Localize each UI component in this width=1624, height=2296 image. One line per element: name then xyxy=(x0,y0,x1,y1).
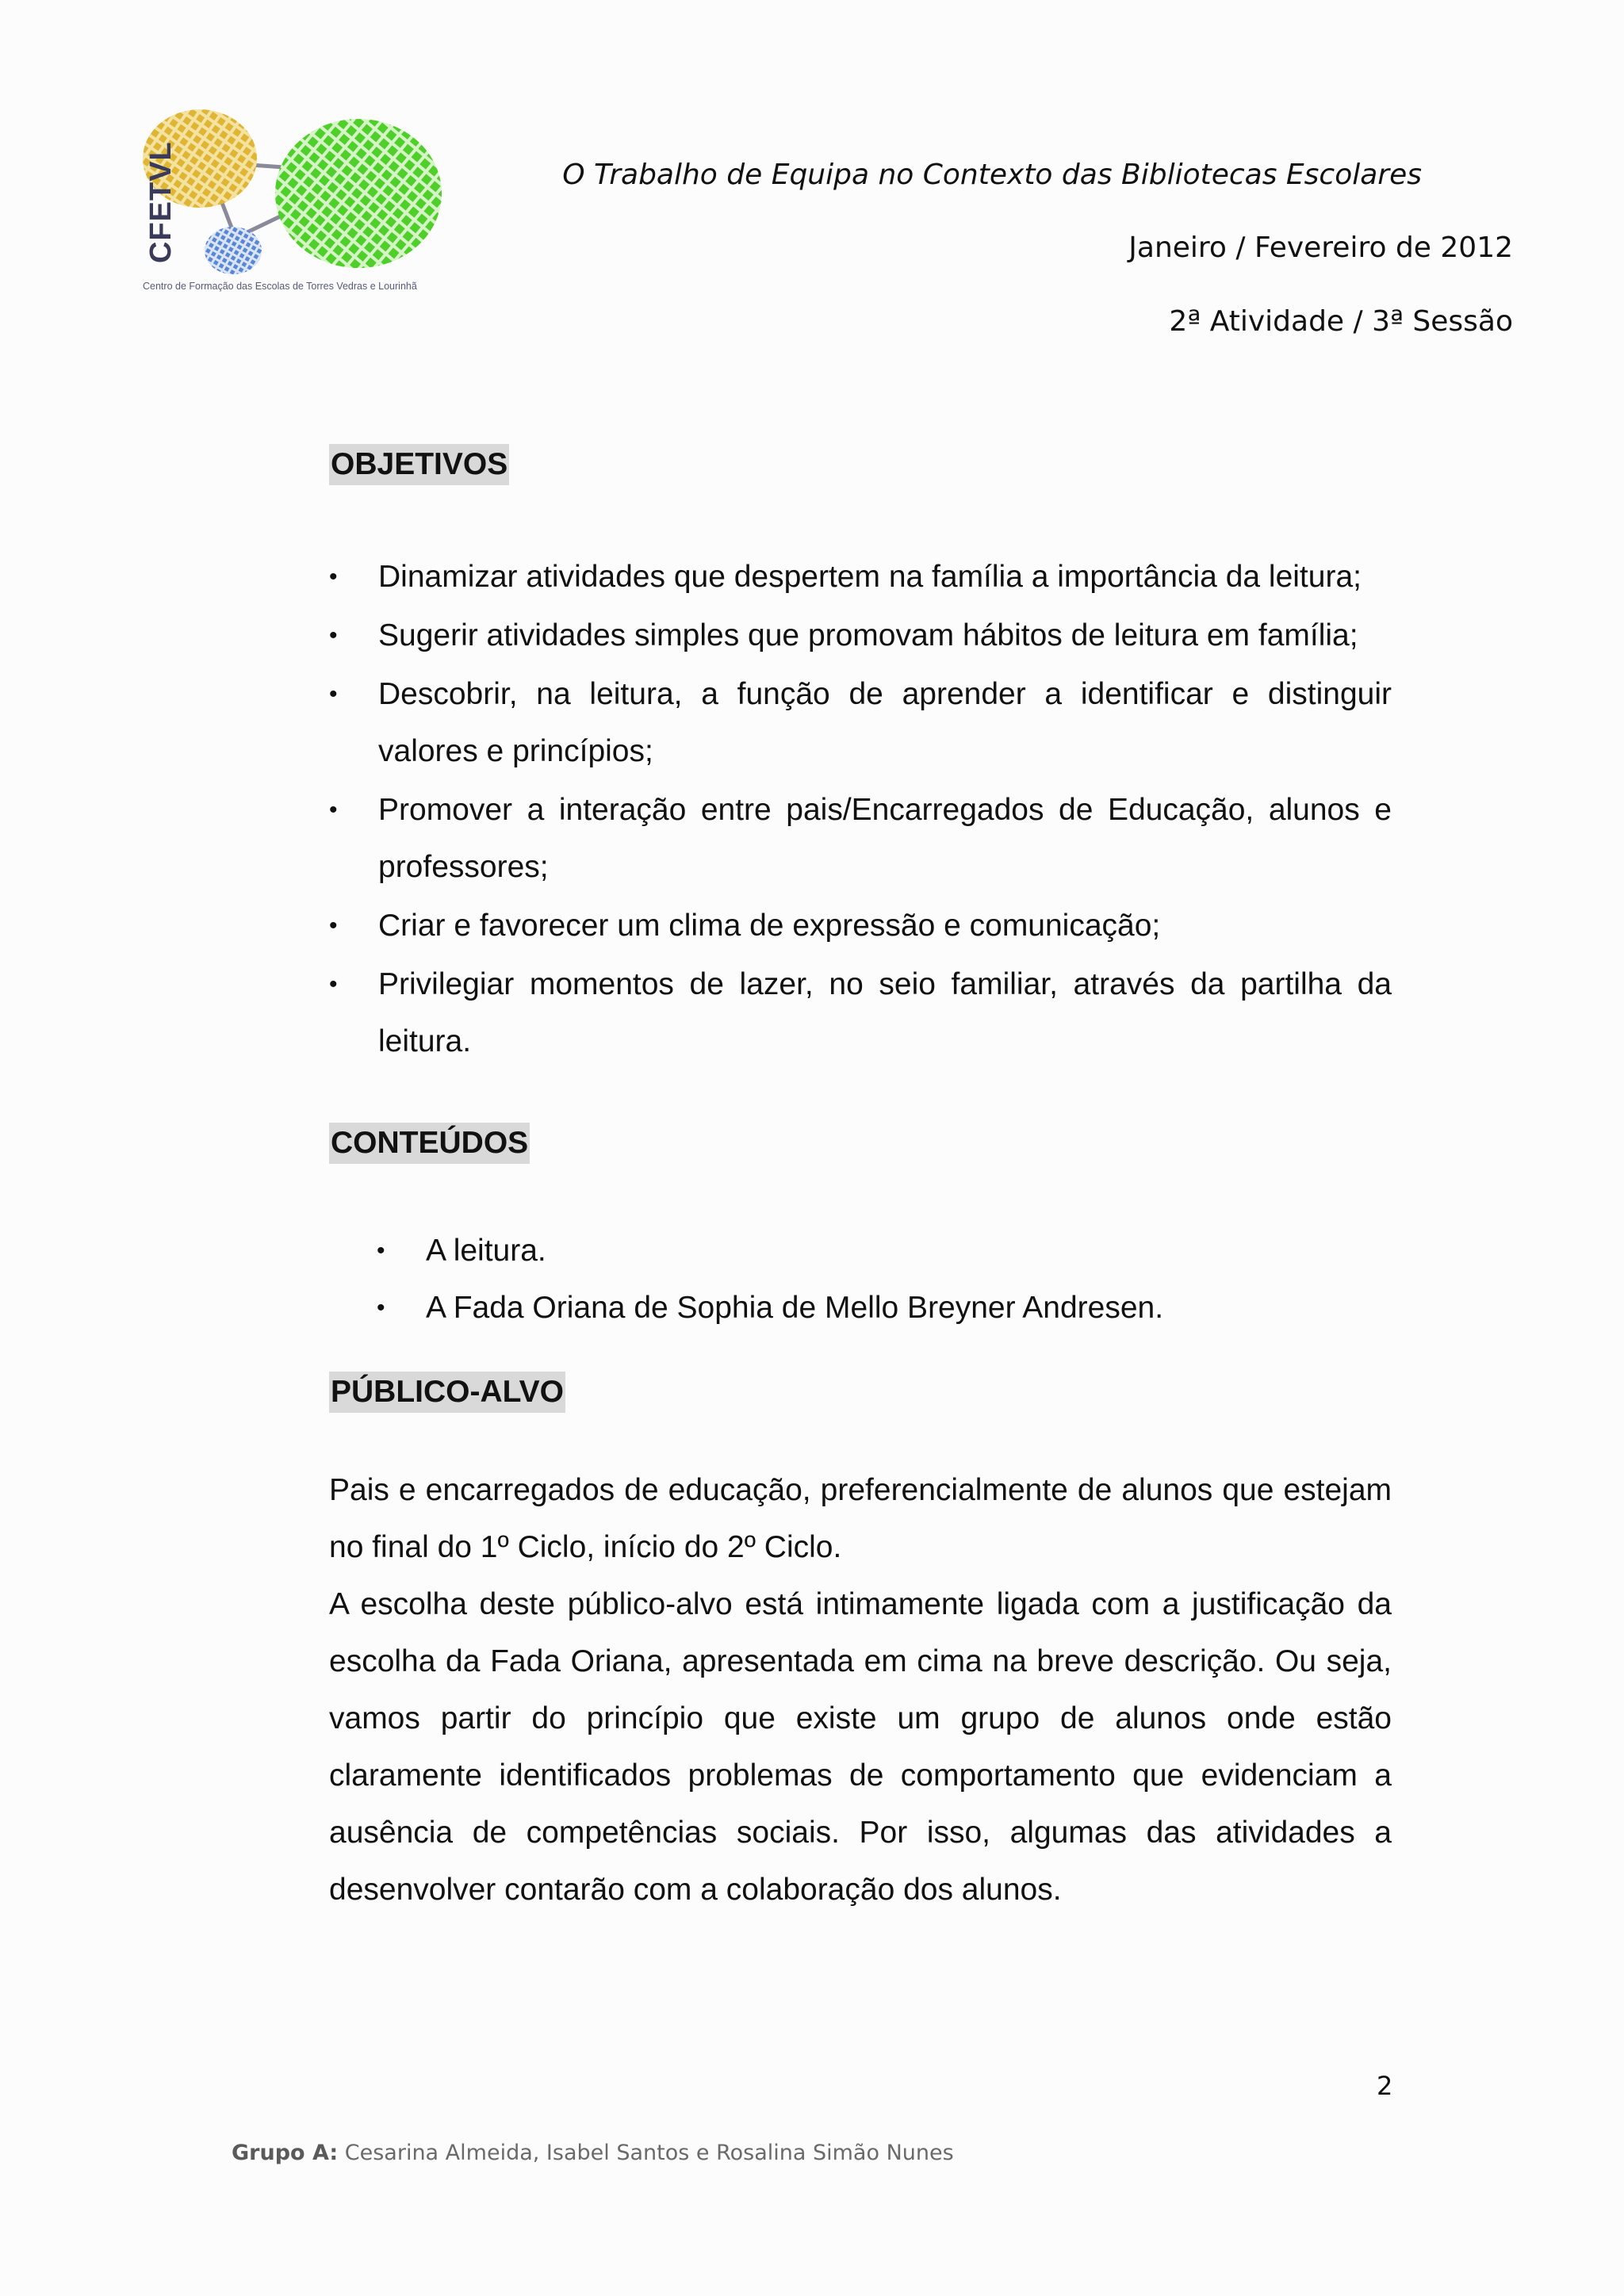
heading-objetivos: OBJETIVOS xyxy=(329,444,509,485)
bullet-icon: • xyxy=(377,1295,385,1321)
document-date: Janeiro / Fevereiro de 2012 xyxy=(1128,232,1513,264)
footer-label: Grupo A: xyxy=(232,2141,339,2165)
molecule-spheres-logo-icon xyxy=(136,105,454,279)
list-item: • Criar e favorecer um clima de expressão e comunicação; xyxy=(329,897,1392,955)
publico-paragraph: Pais e encarregados de educação, preferencialmente de alunos que estejam no final do 1º Ciclo, início do 2º Ciclo. xyxy=(329,1473,1392,1564)
heading-publico-alvo: PÚBLICO-ALVO xyxy=(329,1372,565,1413)
list-item: • Privilegiar momentos de lazer, no seio familiar, através da partilha da leitura. xyxy=(329,956,1392,1070)
footer-authors: Cesarina Almeida, Isabel Santos e Rosalina Simão Nunes xyxy=(344,2141,954,2165)
list-item: • Descobrir, na leitura, a função de aprender a identificar e distinguir valores e princípios; xyxy=(329,666,1392,780)
page-content xyxy=(329,444,1392,1919)
bullet-icon: • xyxy=(329,564,338,590)
list-item: • A Fada Oriana de Sophia de Mello Breyner Andresen. xyxy=(329,1280,1392,1337)
list-item: • Promover a interação entre pais/Encarregados de Educação, alunos e professores; xyxy=(329,782,1392,896)
bullet-icon: • xyxy=(329,622,338,649)
document-title: O Trabalho de Equipa no Contexto das Bibliotecas Escolares xyxy=(562,159,1422,191)
page-number: 2 xyxy=(1377,2071,1393,2101)
bullet-icon: • xyxy=(329,913,338,939)
footer xyxy=(232,2141,954,2165)
publico-paragraph: A escolha deste público-alvo está intimamente ligada com a justificação da escolha da Fada Oriana, apresentada em cima na breve descrição. Ou seja, vamos partir do princípio que existe um grupo de alunos onde estão claramente identificados problemas de comportamento que evidenciam a ausência de competências sociais. Por isso, algumas das atividades a desenvolver contarão com a colaboração dos alunos. xyxy=(329,1587,1392,1907)
list-item: • Dinamizar atividades que despertem na família a importância da leitura; xyxy=(329,549,1392,606)
bullet-icon: • xyxy=(329,971,338,997)
cfetvl-logo xyxy=(136,105,454,303)
conteudos-list xyxy=(329,1223,1392,1337)
logo-acronym: CFETVL xyxy=(144,141,178,263)
objetivos-list xyxy=(329,549,1392,1070)
activity-session: 2ª Atividade / 3ª Sessão xyxy=(1169,305,1513,338)
logo-caption: Centro de Formação das Escolas de Torres Vedras e Lourinhã xyxy=(143,281,417,292)
bullet-icon: • xyxy=(329,797,338,823)
bullet-icon: • xyxy=(377,1238,385,1264)
heading-conteudos: CONTEÚDOS xyxy=(329,1123,530,1164)
list-item: • Sugerir atividades simples que promovam hábitos de leitura em família; xyxy=(329,607,1392,664)
list-item: • A leitura. xyxy=(329,1223,1392,1280)
bullet-icon: • xyxy=(329,681,338,707)
